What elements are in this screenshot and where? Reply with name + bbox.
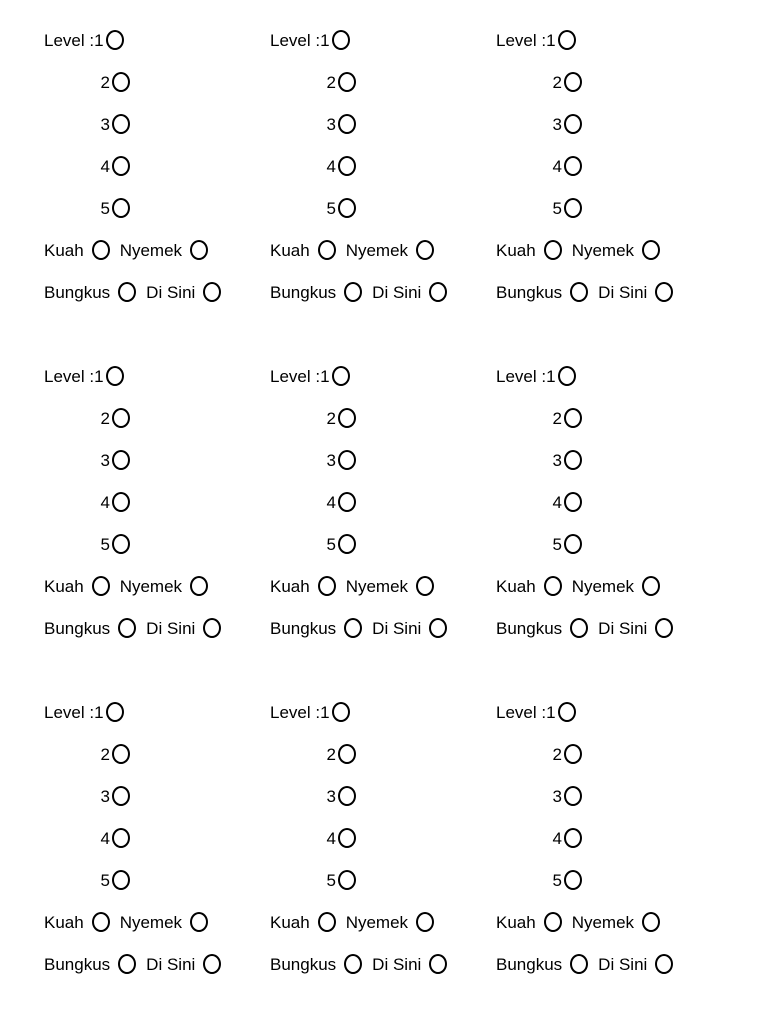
level-5-radio[interactable] <box>338 870 356 890</box>
serving-option-label: Bungkus <box>496 282 563 302</box>
level-3-radio[interactable] <box>564 114 582 134</box>
kuah-radio[interactable] <box>544 912 562 932</box>
level-1-radio[interactable] <box>558 30 576 50</box>
level-number: 3 <box>552 114 562 134</box>
bungkus-radio[interactable] <box>344 618 362 638</box>
level-3-radio[interactable] <box>338 114 356 134</box>
order-slip-2 <box>270 26 490 316</box>
nyemek-radio[interactable] <box>642 576 660 596</box>
level-2-radio[interactable] <box>338 744 356 764</box>
level-3-radio[interactable] <box>564 450 582 470</box>
level-4-radio[interactable] <box>564 492 582 512</box>
nyemek-radio[interactable] <box>642 240 660 260</box>
level-label: Level : <box>44 30 95 50</box>
di-sini-radio[interactable] <box>655 954 673 974</box>
level-label: Level : <box>496 702 547 722</box>
broth-option-label: Kuah <box>44 240 84 260</box>
level-label: Level : <box>496 366 547 386</box>
broth-option-label: Kuah <box>496 576 536 596</box>
broth-option-label: Kuah <box>496 912 536 932</box>
level-row-1 <box>270 698 350 726</box>
order-slip-5 <box>270 362 490 652</box>
level-row-4 <box>496 488 582 516</box>
level-5-radio[interactable] <box>112 534 130 554</box>
level-row-1 <box>44 26 124 54</box>
level-5-radio[interactable] <box>112 198 130 218</box>
level-2-radio[interactable] <box>564 744 582 764</box>
level-number: 1 <box>546 702 556 722</box>
di-sini-radio[interactable] <box>429 282 447 302</box>
level-number: 3 <box>100 114 110 134</box>
broth-option-label: Nyemek <box>345 240 409 260</box>
level-number: 2 <box>552 408 562 428</box>
level-number: 4 <box>100 828 110 848</box>
serving-option-label: Di Sini <box>146 954 196 974</box>
level-row-4 <box>44 152 130 180</box>
serving-row <box>496 614 673 642</box>
broth-option-label: Nyemek <box>119 576 183 596</box>
kuah-radio[interactable] <box>318 912 336 932</box>
level-number: 2 <box>100 408 110 428</box>
serving-option-label: Bungkus <box>270 618 337 638</box>
level-number: 3 <box>326 450 336 470</box>
serving-option-label: Bungkus <box>496 954 563 974</box>
broth-option-label: Kuah <box>270 912 310 932</box>
broth-option-label: Kuah <box>44 912 84 932</box>
level-row-5 <box>44 866 130 894</box>
serving-option-label: Bungkus <box>270 282 337 302</box>
level-row-5 <box>496 530 582 558</box>
kuah-radio[interactable] <box>92 576 110 596</box>
di-sini-radio[interactable] <box>429 618 447 638</box>
nyemek-radio[interactable] <box>190 240 208 260</box>
level-label: Level : <box>496 30 547 50</box>
level-row-5 <box>496 194 582 222</box>
level-number: 3 <box>552 786 562 806</box>
level-number: 2 <box>552 72 562 92</box>
level-row-3 <box>270 446 356 474</box>
level-row-3 <box>270 110 356 138</box>
level-row-2 <box>496 740 582 768</box>
level-number: 5 <box>100 534 110 554</box>
level-row-3 <box>270 782 356 810</box>
serving-row <box>496 950 673 978</box>
kuah-radio[interactable] <box>544 240 562 260</box>
level-5-radio[interactable] <box>112 870 130 890</box>
level-5-radio[interactable] <box>564 198 582 218</box>
level-row-5 <box>270 194 356 222</box>
serving-option-label: Di Sini <box>372 954 422 974</box>
broth-option-label: Nyemek <box>345 912 409 932</box>
level-4-radio[interactable] <box>338 828 356 848</box>
level-4-radio[interactable] <box>338 492 356 512</box>
serving-option-label: Di Sini <box>372 282 422 302</box>
level-row-5 <box>44 530 130 558</box>
di-sini-radio[interactable] <box>655 282 673 302</box>
bungkus-radio[interactable] <box>344 282 362 302</box>
level-2-radio[interactable] <box>112 408 130 428</box>
bungkus-radio[interactable] <box>344 954 362 974</box>
level-number: 5 <box>552 534 562 554</box>
broth-row <box>496 572 660 600</box>
level-row-1 <box>270 362 350 390</box>
level-number: 4 <box>552 828 562 848</box>
level-3-radio[interactable] <box>338 450 356 470</box>
level-row-3 <box>496 110 582 138</box>
level-row-1 <box>496 26 576 54</box>
level-row-4 <box>270 488 356 516</box>
order-slip-9 <box>496 698 716 988</box>
serving-option-label: Di Sini <box>598 954 648 974</box>
level-5-radio[interactable] <box>564 870 582 890</box>
level-row-1 <box>496 698 576 726</box>
di-sini-radio[interactable] <box>203 282 221 302</box>
level-number: 4 <box>552 492 562 512</box>
level-number: 4 <box>326 156 336 176</box>
kuah-radio[interactable] <box>544 576 562 596</box>
level-row-2 <box>270 404 356 432</box>
bungkus-radio[interactable] <box>118 282 136 302</box>
nyemek-radio[interactable] <box>642 912 660 932</box>
serving-option-label: Bungkus <box>44 618 111 638</box>
level-2-radio[interactable] <box>338 72 356 92</box>
level-number: 4 <box>100 492 110 512</box>
bungkus-radio[interactable] <box>570 954 588 974</box>
level-row-1 <box>44 698 124 726</box>
level-row-5 <box>44 194 130 222</box>
level-row-3 <box>496 782 582 810</box>
level-number: 5 <box>100 870 110 890</box>
level-number: 5 <box>552 198 562 218</box>
level-1-radio[interactable] <box>106 366 124 386</box>
level-4-radio[interactable] <box>564 828 582 848</box>
level-2-radio[interactable] <box>564 72 582 92</box>
level-number: 2 <box>100 72 110 92</box>
level-number: 1 <box>94 702 104 722</box>
broth-option-label: Nyemek <box>571 912 635 932</box>
serving-row <box>270 614 447 642</box>
level-number: 1 <box>320 366 330 386</box>
level-number: 5 <box>326 870 336 890</box>
serving-option-label: Di Sini <box>372 618 422 638</box>
level-number: 3 <box>326 786 336 806</box>
level-row-2 <box>496 404 582 432</box>
level-row-2 <box>44 68 130 96</box>
level-row-1 <box>270 26 350 54</box>
serving-option-label: Bungkus <box>44 282 111 302</box>
level-number: 4 <box>326 492 336 512</box>
level-row-4 <box>270 824 356 852</box>
di-sini-radio[interactable] <box>429 954 447 974</box>
level-3-radio[interactable] <box>112 450 130 470</box>
level-label: Level : <box>44 702 95 722</box>
level-2-radio[interactable] <box>112 72 130 92</box>
level-1-radio[interactable] <box>106 702 124 722</box>
level-5-radio[interactable] <box>338 198 356 218</box>
di-sini-radio[interactable] <box>203 618 221 638</box>
serving-row <box>270 950 447 978</box>
broth-row <box>496 908 660 936</box>
level-3-radio[interactable] <box>564 786 582 806</box>
level-number: 1 <box>546 366 556 386</box>
broth-row <box>496 236 660 264</box>
level-label: Level : <box>270 30 321 50</box>
level-row-3 <box>44 446 130 474</box>
bungkus-radio[interactable] <box>118 954 136 974</box>
bungkus-radio[interactable] <box>570 282 588 302</box>
level-row-5 <box>270 866 356 894</box>
serving-option-label: Bungkus <box>496 618 563 638</box>
level-3-radio[interactable] <box>112 114 130 134</box>
level-4-radio[interactable] <box>338 156 356 176</box>
level-row-5 <box>496 866 582 894</box>
level-number: 1 <box>320 30 330 50</box>
serving-row <box>44 614 221 642</box>
nyemek-radio[interactable] <box>416 912 434 932</box>
broth-row <box>270 572 434 600</box>
serving-option-label: Di Sini <box>598 618 648 638</box>
level-1-radio[interactable] <box>332 30 350 50</box>
level-number: 1 <box>94 30 104 50</box>
level-5-radio[interactable] <box>564 534 582 554</box>
order-slip-3 <box>496 26 716 316</box>
level-label: Level : <box>270 702 321 722</box>
level-number: 3 <box>326 114 336 134</box>
broth-option-label: Nyemek <box>119 912 183 932</box>
level-4-radio[interactable] <box>112 828 130 848</box>
kuah-radio[interactable] <box>318 240 336 260</box>
level-row-3 <box>44 110 130 138</box>
level-number: 4 <box>100 156 110 176</box>
broth-option-label: Kuah <box>270 576 310 596</box>
order-slip-6 <box>496 362 716 652</box>
level-1-radio[interactable] <box>332 702 350 722</box>
level-4-radio[interactable] <box>112 492 130 512</box>
level-number: 4 <box>326 828 336 848</box>
broth-option-label: Kuah <box>496 240 536 260</box>
order-slip-8 <box>270 698 490 988</box>
level-row-2 <box>270 740 356 768</box>
broth-row <box>44 572 208 600</box>
nyemek-radio[interactable] <box>416 240 434 260</box>
nyemek-radio[interactable] <box>190 912 208 932</box>
kuah-radio[interactable] <box>318 576 336 596</box>
nyemek-radio[interactable] <box>190 576 208 596</box>
level-number: 2 <box>326 408 336 428</box>
level-row-4 <box>44 824 130 852</box>
level-row-1 <box>44 362 124 390</box>
level-number: 5 <box>100 198 110 218</box>
level-number: 1 <box>546 30 556 50</box>
level-4-radio[interactable] <box>112 156 130 176</box>
level-row-4 <box>44 488 130 516</box>
level-row-1 <box>496 362 576 390</box>
order-slip-7 <box>44 698 264 988</box>
level-5-radio[interactable] <box>338 534 356 554</box>
serving-option-label: Bungkus <box>270 954 337 974</box>
broth-row <box>270 236 434 264</box>
broth-option-label: Nyemek <box>571 576 635 596</box>
level-2-radio[interactable] <box>338 408 356 428</box>
level-number: 2 <box>326 72 336 92</box>
level-number: 2 <box>552 744 562 764</box>
level-1-radio[interactable] <box>558 702 576 722</box>
serving-option-label: Di Sini <box>146 282 196 302</box>
level-2-radio[interactable] <box>112 744 130 764</box>
serving-option-label: Di Sini <box>146 618 196 638</box>
serving-option-label: Bungkus <box>44 954 111 974</box>
nyemek-radio[interactable] <box>416 576 434 596</box>
serving-row <box>44 950 221 978</box>
level-4-radio[interactable] <box>564 156 582 176</box>
level-1-radio[interactable] <box>106 30 124 50</box>
level-number: 2 <box>100 744 110 764</box>
level-row-2 <box>44 740 130 768</box>
level-row-5 <box>270 530 356 558</box>
serving-option-label: Di Sini <box>598 282 648 302</box>
broth-row <box>44 908 208 936</box>
level-number: 3 <box>100 786 110 806</box>
level-number: 5 <box>326 198 336 218</box>
level-number: 5 <box>326 534 336 554</box>
level-row-4 <box>496 824 582 852</box>
level-row-3 <box>496 446 582 474</box>
level-number: 4 <box>552 156 562 176</box>
level-row-2 <box>496 68 582 96</box>
di-sini-radio[interactable] <box>203 954 221 974</box>
bungkus-radio[interactable] <box>118 618 136 638</box>
order-slip-4 <box>44 362 264 652</box>
broth-option-label: Nyemek <box>571 240 635 260</box>
di-sini-radio[interactable] <box>655 618 673 638</box>
level-number: 3 <box>100 450 110 470</box>
level-row-2 <box>270 68 356 96</box>
serving-row <box>44 278 221 306</box>
level-row-2 <box>44 404 130 432</box>
kuah-radio[interactable] <box>92 240 110 260</box>
level-number: 1 <box>320 702 330 722</box>
level-1-radio[interactable] <box>332 366 350 386</box>
level-label: Level : <box>44 366 95 386</box>
order-slip-1 <box>44 26 264 316</box>
serving-row <box>270 278 447 306</box>
level-3-radio[interactable] <box>112 786 130 806</box>
broth-row <box>44 236 208 264</box>
level-row-3 <box>44 782 130 810</box>
bungkus-radio[interactable] <box>570 618 588 638</box>
level-number: 3 <box>552 450 562 470</box>
kuah-radio[interactable] <box>92 912 110 932</box>
level-1-radio[interactable] <box>558 366 576 386</box>
broth-option-label: Nyemek <box>345 576 409 596</box>
broth-option-label: Kuah <box>44 576 84 596</box>
level-label: Level : <box>270 366 321 386</box>
level-number: 2 <box>326 744 336 764</box>
level-2-radio[interactable] <box>564 408 582 428</box>
serving-row <box>496 278 673 306</box>
broth-option-label: Nyemek <box>119 240 183 260</box>
level-row-4 <box>496 152 582 180</box>
broth-row <box>270 908 434 936</box>
broth-option-label: Kuah <box>270 240 310 260</box>
level-3-radio[interactable] <box>338 786 356 806</box>
level-number: 5 <box>552 870 562 890</box>
level-number: 1 <box>94 366 104 386</box>
level-row-4 <box>270 152 356 180</box>
